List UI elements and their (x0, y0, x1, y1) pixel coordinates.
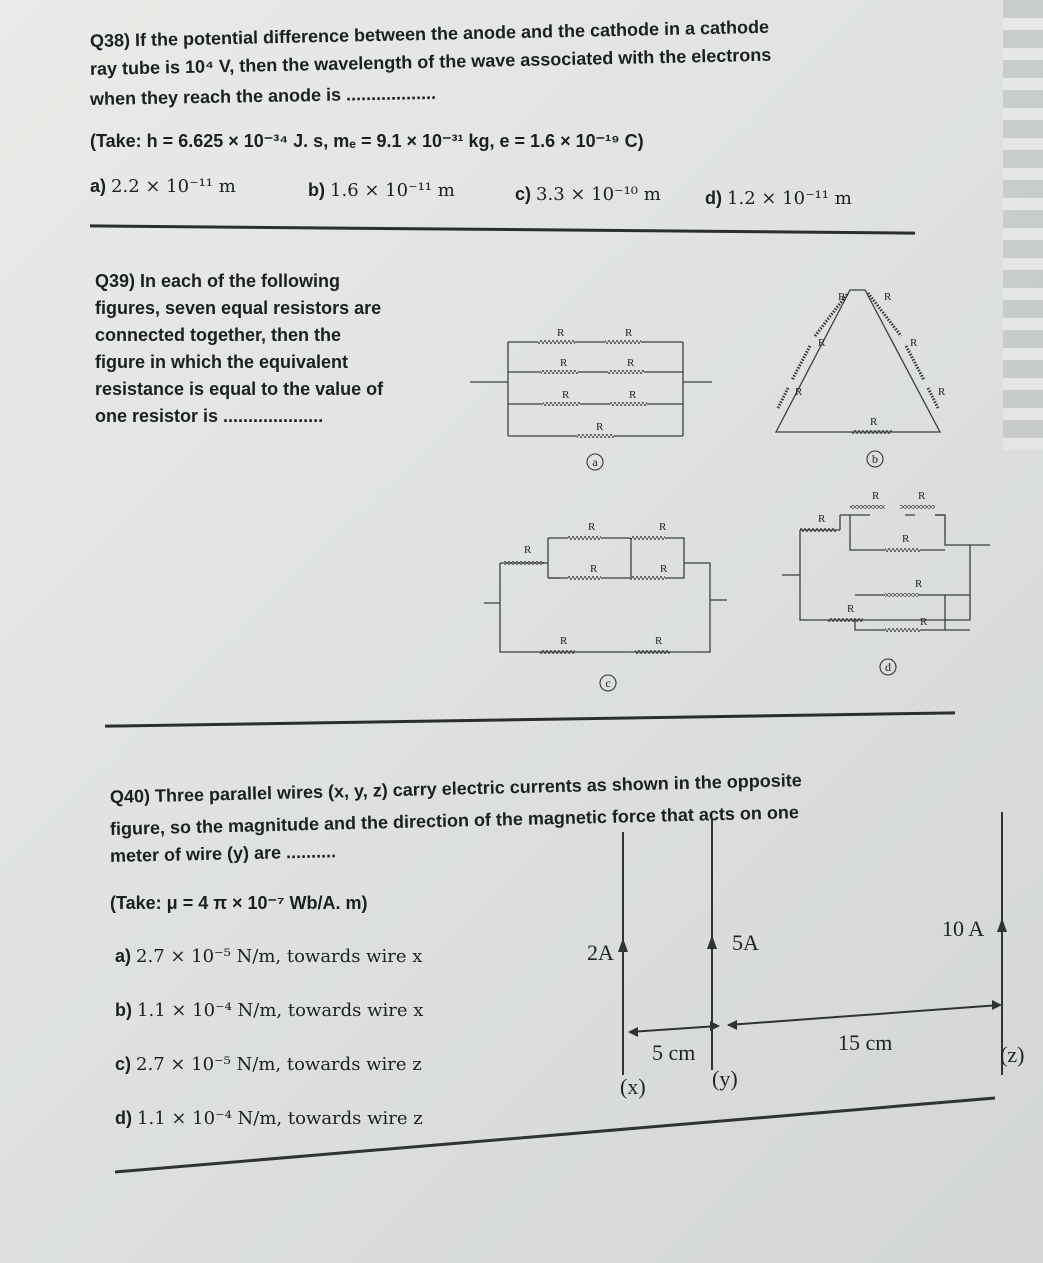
wire-y-label: (y) (712, 1066, 738, 1091)
figure-c-label: c (605, 676, 611, 690)
q39-line-5: resistance is equal to the value of (95, 379, 384, 399)
current-arrow-x (618, 938, 628, 952)
resistor-label: R (818, 337, 826, 349)
divider-3 (115, 1098, 995, 1172)
resistor-label: R (659, 521, 667, 533)
q38-take-constants: (Take: h = 6.625 × 10⁻³⁴ J. s, mₑ = 9.1 × 10⁻³¹ kg, e = 1.6 × 10⁻¹⁹ C) (90, 131, 644, 151)
resistor-label: R (838, 291, 846, 303)
figure-a-label: a (592, 455, 598, 469)
resistor-label: R (910, 337, 918, 349)
resistor-label: R (872, 490, 880, 502)
resistor-label: R (847, 603, 855, 615)
q40-option-b[interactable]: b) 1.1 × 10⁻⁴ N/m, towards wire x (115, 1000, 424, 1021)
resistor-label: R (902, 533, 910, 545)
resistor-label: R (660, 563, 668, 575)
resistor-label: R (918, 490, 926, 502)
q40-option-c[interactable]: c) 2.7 × 10⁻⁵ N/m, towards wire z (115, 1054, 422, 1075)
q38-option-c[interactable]: c) 3.3 × 10⁻¹⁰ m (515, 184, 661, 205)
q40-option-a[interactable]: a) 2.7 × 10⁻⁵ N/m, towards wire x (115, 946, 423, 967)
resistor-label: R (870, 416, 878, 428)
resistor-label: R (938, 386, 946, 398)
distance-xy-label: 5 cm (652, 1040, 696, 1065)
q38-line-3: when they reach the anode is .................. (89, 82, 437, 109)
resistor-label: R (588, 521, 596, 533)
current-arrow-z (997, 918, 1007, 932)
q40-line-2: figure, so the magnitude and the direction of the magnetic force that acts on one (109, 802, 800, 839)
resistor-label: R (627, 357, 635, 369)
resistor-label: R (795, 386, 803, 398)
resistor-label: R (818, 513, 826, 525)
q38-line-1: Q38) If the potential difference between the anode and the cathode in a cathode (89, 16, 770, 51)
resistor-label: R (560, 635, 568, 647)
wire-x-label: (x) (620, 1074, 646, 1099)
resistor-label: R (524, 544, 532, 556)
current-x-label: 2A (587, 940, 614, 965)
q38-option-d[interactable]: d) 1.2 × 10⁻¹¹ m (705, 188, 852, 209)
wire-z-label: (z) (1000, 1042, 1025, 1067)
current-z-label: 10 A (942, 916, 985, 941)
resistor-label: R (596, 421, 604, 433)
q40-option-d[interactable]: d) 1.1 × 10⁻⁴ N/m, towards wire z (115, 1108, 423, 1129)
distance-yz-label: 15 cm (838, 1030, 893, 1055)
resistor-label: R (625, 327, 633, 339)
q40-line-3: meter of wire (y) are .......... (109, 841, 337, 866)
q39-line-6: one resistor is .................... (95, 406, 324, 426)
current-arrow-y (707, 935, 717, 949)
resistor-label: R (629, 389, 637, 401)
q39-line-4: figure in which the equivalent (95, 352, 349, 372)
resistor-label: R (655, 635, 663, 647)
q38-option-b[interactable]: b) 1.6 × 10⁻¹¹ m (308, 180, 455, 201)
q40-take-constant: (Take: μ = 4 π × 10⁻⁷ Wb/A. m) (110, 893, 368, 913)
q39-line-3: connected together, then the (95, 325, 342, 345)
resistor-label: R (884, 291, 892, 303)
resistor-label: R (915, 578, 923, 590)
resistor-label: R (560, 357, 568, 369)
figure-b-label: b (872, 452, 878, 466)
q40-line-1: Q40) Three parallel wires (x, y, z) carry electric currents as shown in the opposite (109, 770, 802, 807)
q39-line-1: Q39) In each of the following (95, 271, 341, 291)
resistor-label: R (920, 616, 928, 628)
q38-line-2: ray tube is 10⁴ V, then the wavelength of the wave associated with the electrons (89, 44, 772, 79)
resistor-label: R (557, 327, 565, 339)
resistor-label: R (562, 389, 570, 401)
figure-d-label: d (885, 660, 891, 674)
resistor-label: R (590, 563, 598, 575)
q39-line-2: figures, seven equal resistors are (95, 298, 382, 318)
current-y-label: 5A (732, 930, 759, 955)
q38-option-a[interactable]: a) 2.2 × 10⁻¹¹ m (90, 176, 236, 197)
